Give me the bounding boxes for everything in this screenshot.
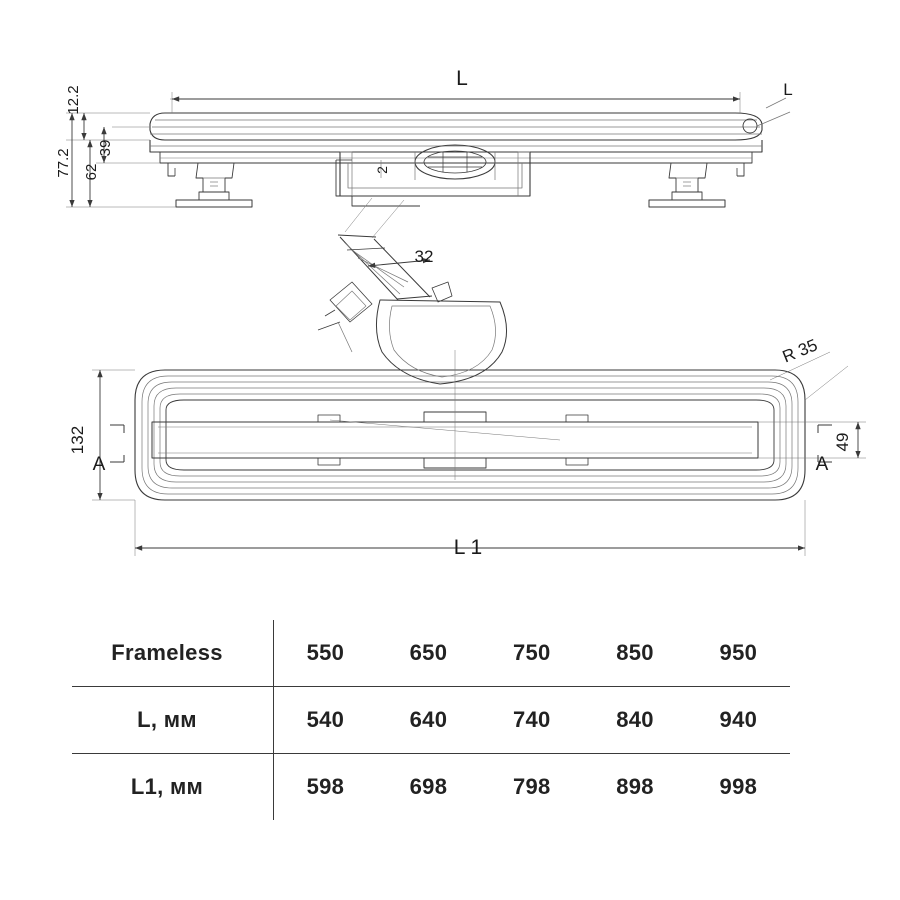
dim-length-top: L bbox=[456, 67, 468, 90]
cell: 550 bbox=[274, 620, 377, 687]
row-header-frameless: Frameless bbox=[72, 620, 274, 687]
section-mark-left: A bbox=[92, 454, 106, 475]
dim-overall-length: L 1 bbox=[453, 536, 483, 559]
dim-length-right: L bbox=[783, 80, 793, 99]
row-header-l: L, мм bbox=[72, 687, 274, 754]
cell: 740 bbox=[480, 687, 583, 754]
dim-corner-radius: R 35 bbox=[779, 335, 821, 367]
cell: 850 bbox=[583, 620, 686, 687]
cell: 698 bbox=[409, 774, 448, 799]
cell: 998 bbox=[719, 774, 758, 799]
cell: 598 bbox=[306, 774, 345, 799]
table-row bbox=[72, 754, 790, 821]
cell: 950 bbox=[687, 620, 790, 687]
top-view bbox=[92, 198, 866, 556]
dim-plan-width: 132 bbox=[68, 425, 87, 455]
cell: 750 bbox=[480, 620, 583, 687]
table-row bbox=[72, 687, 790, 754]
cell: 640 bbox=[377, 687, 480, 754]
dim-height-total: 77.2 bbox=[55, 148, 72, 178]
cell: 940 bbox=[687, 687, 790, 754]
dim-height-top: 12.2 bbox=[65, 85, 82, 115]
specification-table-wrap bbox=[72, 620, 790, 820]
dim-height-inner: 39 bbox=[97, 139, 114, 157]
cell: 540 bbox=[274, 687, 377, 754]
row-header-l1: L1, мм bbox=[72, 754, 274, 821]
dim-outlet-diameter: 32 bbox=[414, 247, 434, 266]
dim-inner-width: 49 bbox=[833, 432, 852, 452]
cell: 650 bbox=[377, 620, 480, 687]
cell: 798 bbox=[512, 774, 551, 799]
cell: 898 bbox=[616, 774, 654, 799]
specification-table bbox=[72, 620, 790, 820]
front-section-view bbox=[66, 92, 790, 207]
cell: 840 bbox=[583, 687, 686, 754]
dim-height-body: 62 bbox=[83, 163, 100, 181]
section-mark-right: A bbox=[815, 454, 829, 475]
dim-grate-thickness: 2 bbox=[374, 166, 390, 174]
table-row bbox=[72, 620, 790, 687]
